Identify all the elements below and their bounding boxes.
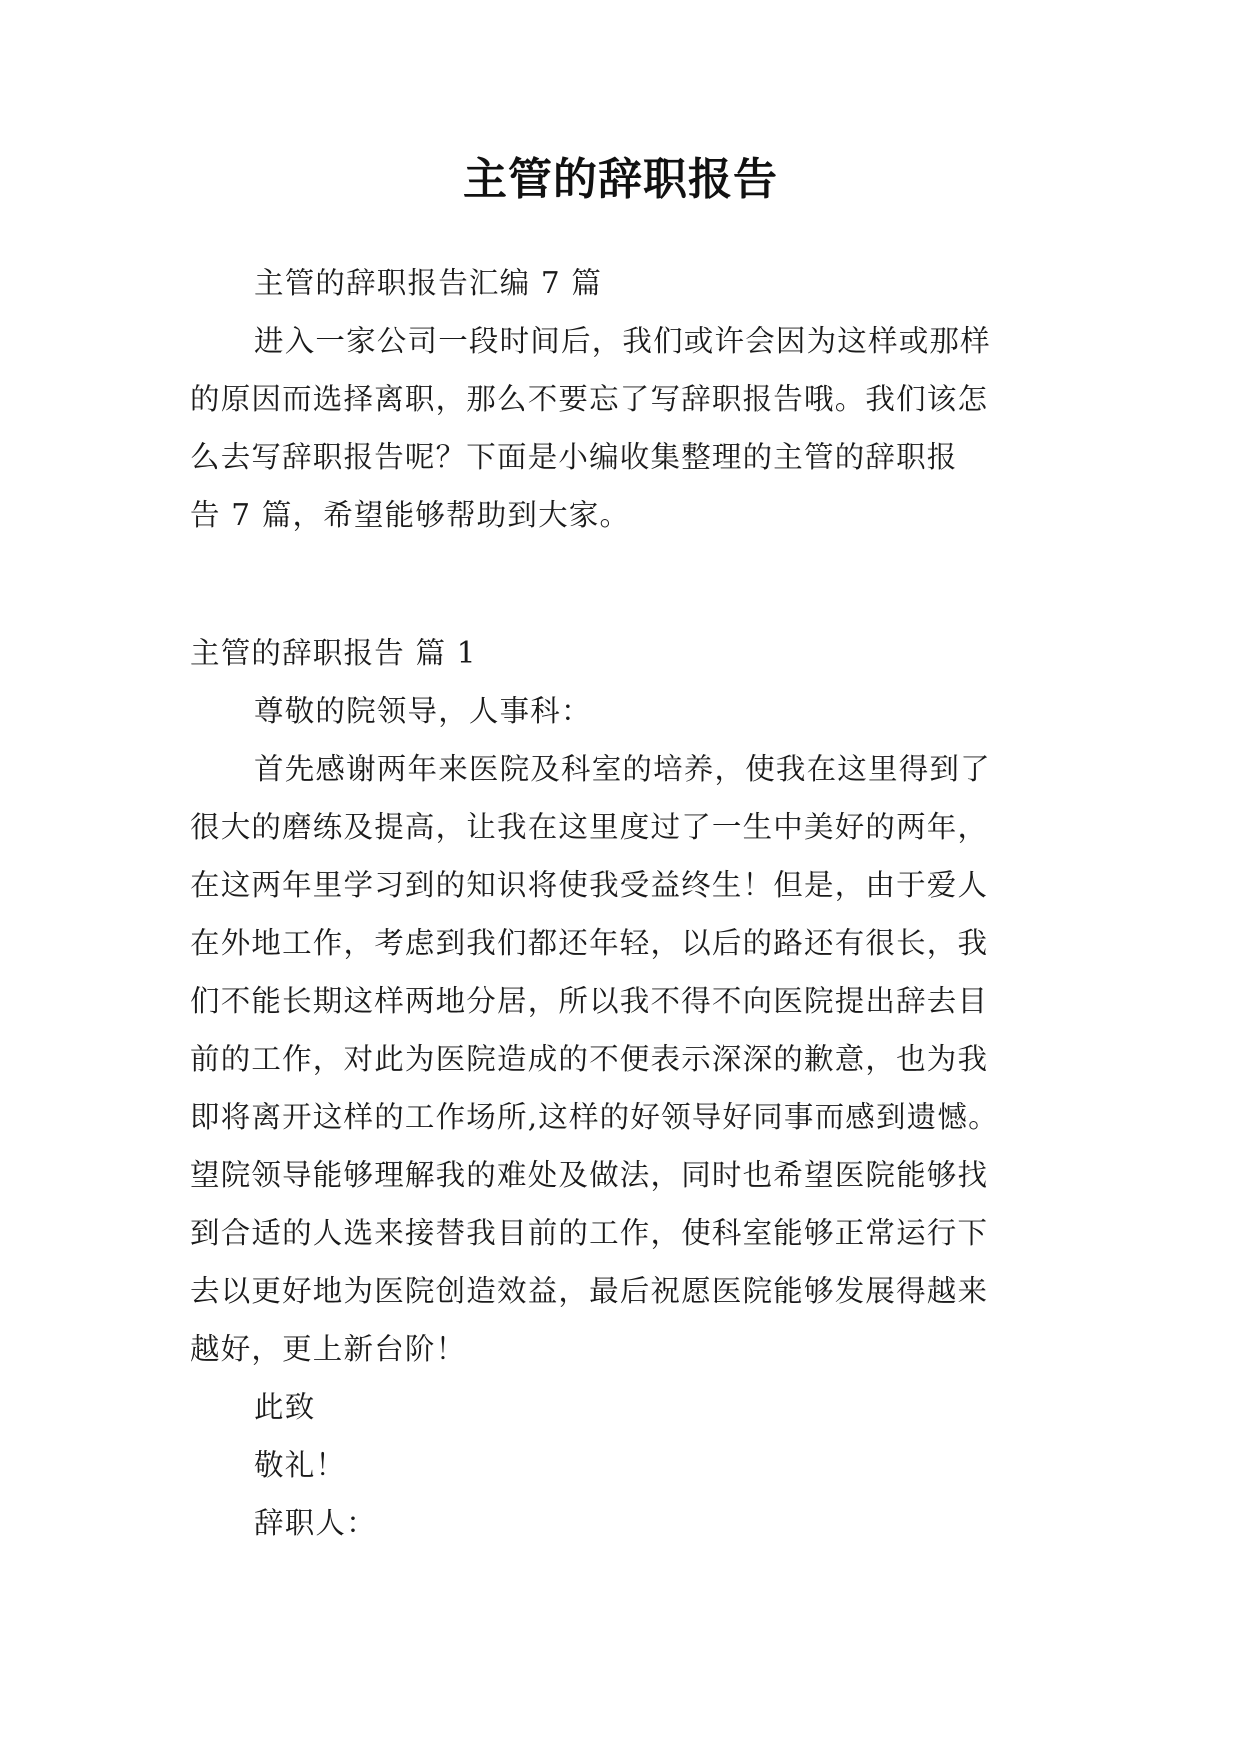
salutation: 尊敬的院领导，人事科： (254, 694, 592, 728)
body-line: 去以更好地为医院创造效益，最后祝愿医院能够发展得越来 (190, 1274, 989, 1308)
intro-line: 的原因而选择离职，那么不要忘了写辞职报告哦。我们该怎 (190, 382, 989, 416)
closing-line: 此致 (254, 1390, 316, 1424)
body-line: 越好，更上新台阶！ (190, 1332, 467, 1366)
body-line: 们不能长期这样两地分居，所以我不得不向医院提出辞去目 (190, 984, 989, 1018)
section-heading: 主管的辞职报告 篇 1 (190, 636, 477, 670)
intro-line: 告 7 篇，希望能够帮助到大家。 (190, 498, 631, 532)
signature-line: 辞职人： (254, 1506, 377, 1540)
body-line: 在这两年里学习到的知识将使我受益终生！但是，由于爱人 (190, 868, 989, 902)
body-line: 在外地工作，考虑到我们都还年轻，以后的路还有很长，我 (190, 926, 989, 960)
body-line: 前的工作，对此为医院造成的不便表示深深的歉意，也为我 (190, 1042, 989, 1076)
intro-line: 进入一家公司一段时间后，我们或许会因为这样或那样 (254, 324, 991, 358)
body-line: 望院领导能够理解我的难处及做法，同时也希望医院能够找 (190, 1158, 989, 1192)
body-line: 即将离开这样的工作场所,这样的好领导好同事而感到遗憾。 (190, 1100, 999, 1134)
document-subtitle: 主管的辞职报告汇编 7 篇 (254, 266, 603, 300)
body-line: 到合适的人选来接替我目前的工作，使科室能够正常运行下 (190, 1216, 989, 1250)
document-title: 主管的辞职报告 (463, 154, 778, 205)
body-line: 首先感谢两年来医院及科室的培养，使我在这里得到了 (254, 752, 991, 786)
body-line: 很大的磨练及提高，让我在这里度过了一生中美好的两年， (190, 810, 989, 844)
closing-line: 敬礼！ (254, 1448, 347, 1482)
intro-line: 么去写辞职报告呢？下面是小编收集整理的主管的辞职报 (190, 440, 958, 474)
